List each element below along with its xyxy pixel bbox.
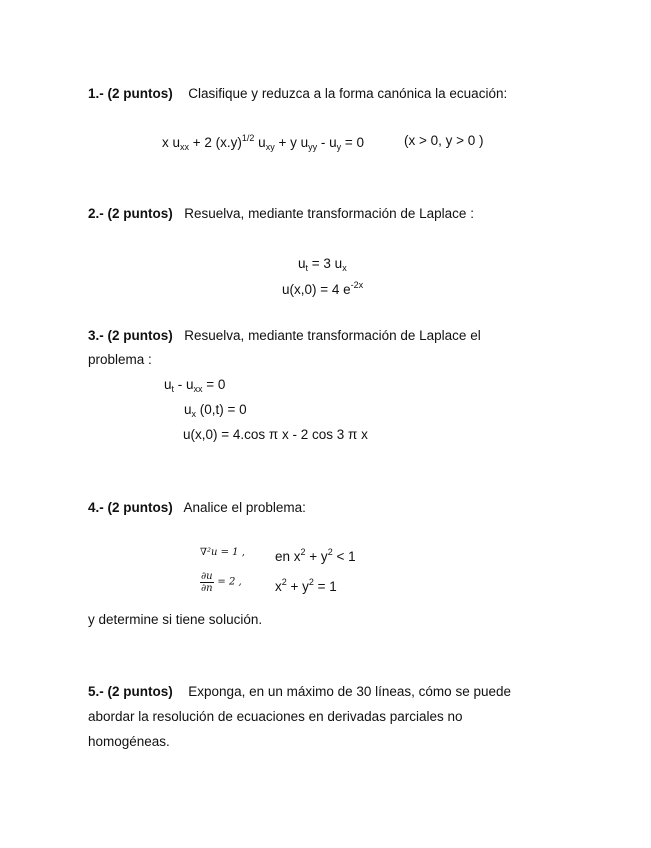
question-3-equation-3: u(x,0) = 4.cos π x - 2 cos 3 π x	[183, 427, 368, 442]
eq-superscript: 2	[300, 547, 306, 557]
eq-subscript: y	[336, 142, 342, 152]
eq-subscript: x	[342, 263, 347, 273]
eq-term: x u	[162, 135, 181, 150]
fraction-denominator: ∂n	[201, 583, 213, 594]
eq-term: u(x,0) = 4 e	[282, 282, 351, 297]
eq-subscript: xx	[193, 384, 203, 394]
question-4-text: Analice el problema:	[183, 500, 306, 515]
question-3-equation-1	[164, 378, 225, 394]
eq-subscript: xx	[180, 142, 190, 152]
eq-term: u	[184, 402, 192, 417]
question-5-number: 5.- (2 puntos)	[88, 684, 173, 699]
question-5-heading	[88, 685, 511, 699]
question-4-heading	[88, 501, 306, 515]
eq-superscript: -2x	[350, 280, 364, 290]
normal-derivative-fraction	[200, 571, 214, 594]
question-3-number: 3.- (2 puntos)	[88, 328, 173, 343]
eq-subscript: yy	[308, 142, 318, 152]
eq-term: = 1	[313, 579, 337, 594]
eq-term: + y	[286, 579, 309, 594]
question-5-text-line-3: homogéneas.	[88, 734, 170, 749]
eq-term: = 0	[341, 135, 365, 150]
eq-subscript: x	[191, 409, 197, 419]
eq-term: u	[298, 256, 306, 271]
eq-term: u	[164, 377, 172, 392]
eq-subscript: t	[171, 384, 175, 394]
eq-term: + y u	[274, 135, 309, 150]
eq-term: - u	[317, 135, 337, 150]
question-1-heading	[88, 87, 507, 101]
question-2-equation-1	[298, 257, 347, 273]
eq-term: < 1	[332, 549, 356, 564]
eq-subscript: t	[305, 263, 309, 273]
question-5-text-line-2: abordar la resolución de ecuaciones en derivadas parciales no	[88, 709, 463, 724]
question-2-equation-2	[282, 281, 363, 297]
eq-term: + y	[305, 549, 328, 564]
eq-term: - u	[174, 377, 194, 392]
question-4-number: 4.- (2 puntos)	[88, 500, 173, 515]
eq-term: x	[275, 579, 282, 594]
question-3-text-cont: problema :	[88, 352, 152, 367]
eq-superscript: 2	[327, 547, 333, 557]
eq-superscript: 1/2	[241, 133, 255, 143]
question-2-number: 2.- (2 puntos)	[88, 206, 173, 221]
eq-superscript: 2	[281, 577, 287, 587]
eq-term: + 2 (x.y)	[189, 135, 242, 150]
question-5-text: Exponga, en un máximo de 30 líneas, cómo se puede	[188, 684, 511, 699]
question-3-equation-2	[184, 403, 247, 419]
question-4-tail: y determine si tiene solución.	[88, 612, 263, 627]
eq-term: = 0	[202, 377, 226, 392]
question-1-text: Clasifique y reduzca a la forma canónica la ecuación:	[188, 86, 508, 101]
question-1-domain: (x > 0, y > 0 )	[404, 133, 484, 148]
question-2-heading	[88, 207, 474, 221]
question-1-number: 1.- (2 puntos)	[88, 86, 173, 101]
eq-term: = 2 ,	[217, 576, 242, 588]
question-4-equation-1-lhs: ∇²u = 1 ,	[200, 547, 245, 558]
question-2-text: Resuelva, mediante transformación de Laplace :	[184, 206, 474, 221]
eq-term: en x	[275, 549, 301, 564]
question-4-equation-1-rhs	[275, 548, 356, 564]
question-1-equation	[162, 134, 364, 152]
question-3-heading	[88, 329, 481, 343]
eq-term: = 3 u	[308, 256, 343, 271]
question-3-text: Resuelva, mediante transformación de Laplace el	[184, 328, 481, 343]
eq-superscript: 2	[308, 577, 314, 587]
eq-subscript: xy	[265, 142, 275, 152]
eq-term: u	[254, 135, 266, 150]
fraction-numerator: ∂u	[201, 571, 213, 582]
question-4-equation-2-lhs	[200, 571, 242, 594]
question-4-equation-2-rhs	[275, 578, 337, 594]
eq-term: (0,t) = 0	[196, 402, 247, 417]
